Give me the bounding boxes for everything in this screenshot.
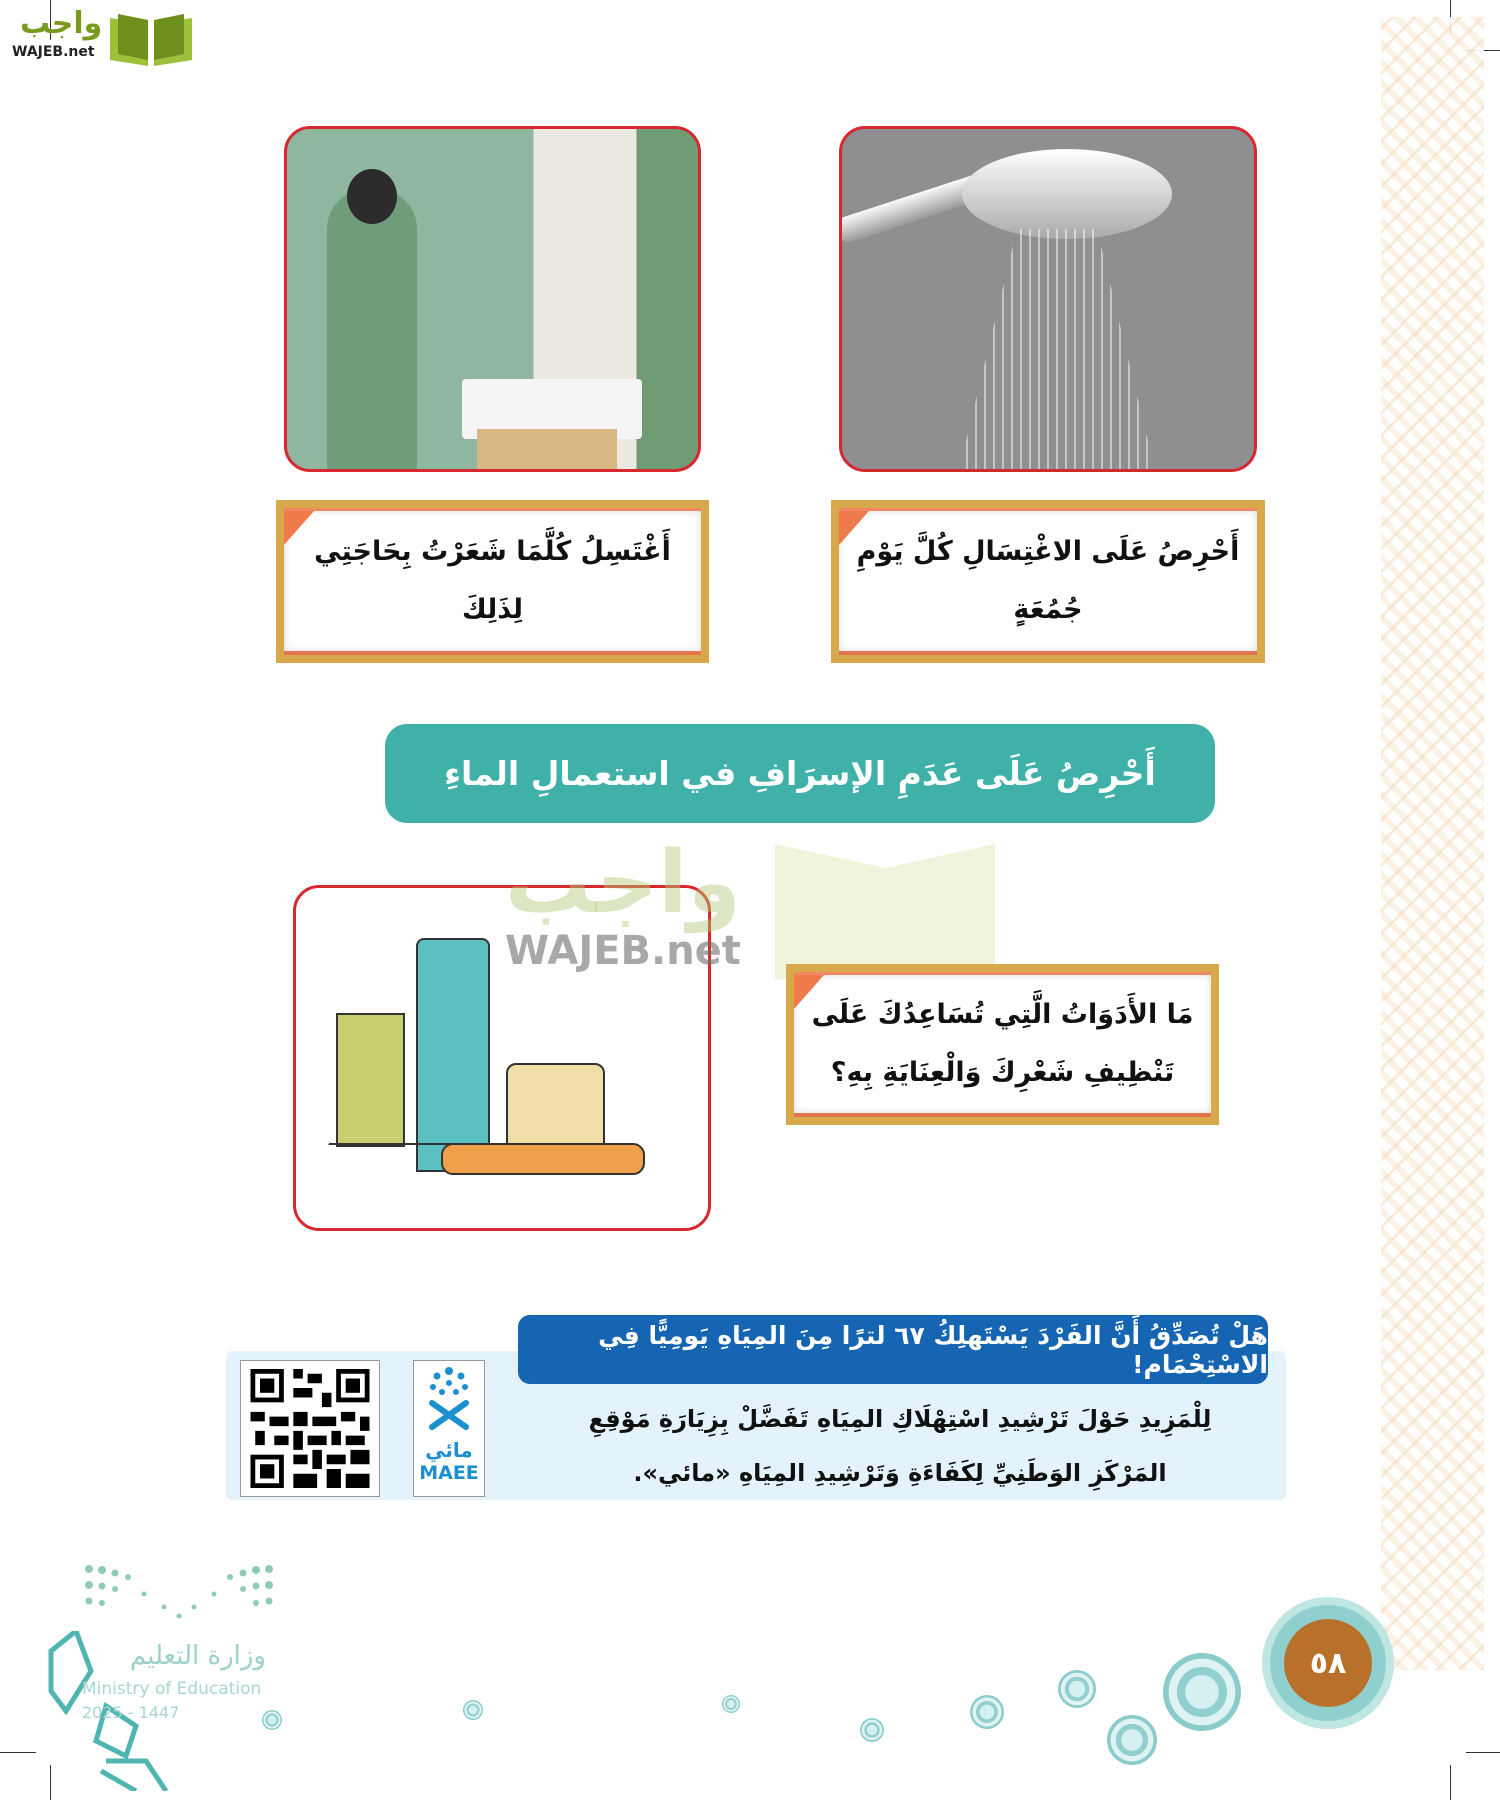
maee-arabic: مائي [425, 1438, 473, 1462]
crop-mark [1450, 1765, 1451, 1800]
question-text: تَنْظِيفِ شَعْرِكَ وَالْعِنَايَةِ بِهِ؟ [830, 1057, 1175, 1088]
water-drops-icon [424, 1365, 474, 1435]
qr-code[interactable] [240, 1360, 380, 1497]
rosette-decoration [1107, 1715, 1157, 1765]
rosette-decoration [722, 1695, 740, 1713]
qr-code-icon [249, 1369, 371, 1488]
caption-card-left [276, 500, 709, 663]
question-card [786, 964, 1219, 1125]
shower-photo [839, 126, 1257, 472]
book-icon [106, 8, 196, 68]
ministry-arabic: وزارة التعليم [129, 1641, 266, 1671]
caption-text: جُمُعَةٍ [1013, 594, 1083, 625]
info-line: المَرْكَزِ الوَطَنِيِّ لِكَفَاءَةِ وَتَرْشِيدِ المِيَاهِ «مائي». [633, 1459, 1167, 1487]
water-saving-banner: أَحْرِصُ عَلَى عَدَمِ الإسرَافِ في استعمالِ الماءِ [385, 724, 1215, 823]
site-logo[interactable] [10, 8, 190, 68]
rosette-decoration [262, 1710, 282, 1730]
rosette-decoration [1163, 1653, 1241, 1731]
boy-hair-photo [284, 126, 701, 472]
rosette-decoration [1058, 1670, 1096, 1708]
hair-products-illustration [293, 885, 711, 1231]
caption-text: أَحْرِصُ عَلَى الاغْتِسَالِ كُلَّ يَوْمِ [856, 536, 1240, 567]
question-text: مَا الأَدَوَاتُ الَّتِي تُسَاعِدُكَ عَلَى [811, 999, 1194, 1030]
ministry-dots-icon [84, 1561, 274, 1621]
rosette-decoration [860, 1718, 884, 1742]
ministry-english: Ministry of Education [82, 1679, 262, 1699]
maee-latin: MAEE [419, 1462, 479, 1484]
logo-latin: WAJEB.net [12, 44, 95, 60]
info-heading: هَلْ تُصَدِّقُ أَنَّ الفَرْدَ يَسْتَهلِكُ ٦٧ لترًا مِنَ المِيَاهِ يَومِيًّا فِي الاسْتِحْمَام! [518, 1315, 1268, 1384]
page-number: ٥٨ [1284, 1619, 1372, 1707]
caption-text: لِذَلِكَ [462, 594, 524, 625]
rosette-decoration [970, 1695, 1004, 1729]
info-line: لِلْمَزِيدِ حَوْلَ تَرْشِيدِ اسْتِهْلَاكِ المِيَاهِ تَفَضَّلْ بِزِيَارَةِ مَوْقِعِ [588, 1405, 1212, 1433]
info-body [540, 1392, 1260, 1500]
maee-logo[interactable] [413, 1360, 485, 1497]
ministry-year: 2025 - 1447 [82, 1703, 180, 1722]
caption-card-right [831, 500, 1265, 663]
watermark-latin: WAJEB.net [505, 928, 741, 974]
crop-mark [0, 1752, 36, 1753]
watermark-arabic: واجب [505, 833, 741, 933]
ministry-logo [46, 1561, 276, 1791]
logo-arabic: واجب [20, 6, 103, 41]
crop-mark [1466, 1752, 1500, 1753]
rosette-decoration [463, 1700, 483, 1720]
decorative-pattern-strip [1381, 17, 1484, 1670]
caption-text: أَغْتَسِلُ كُلَّمَا شَعَرْتُ بِحَاجَتِي [314, 536, 671, 567]
watermark-book-icon [775, 820, 995, 980]
